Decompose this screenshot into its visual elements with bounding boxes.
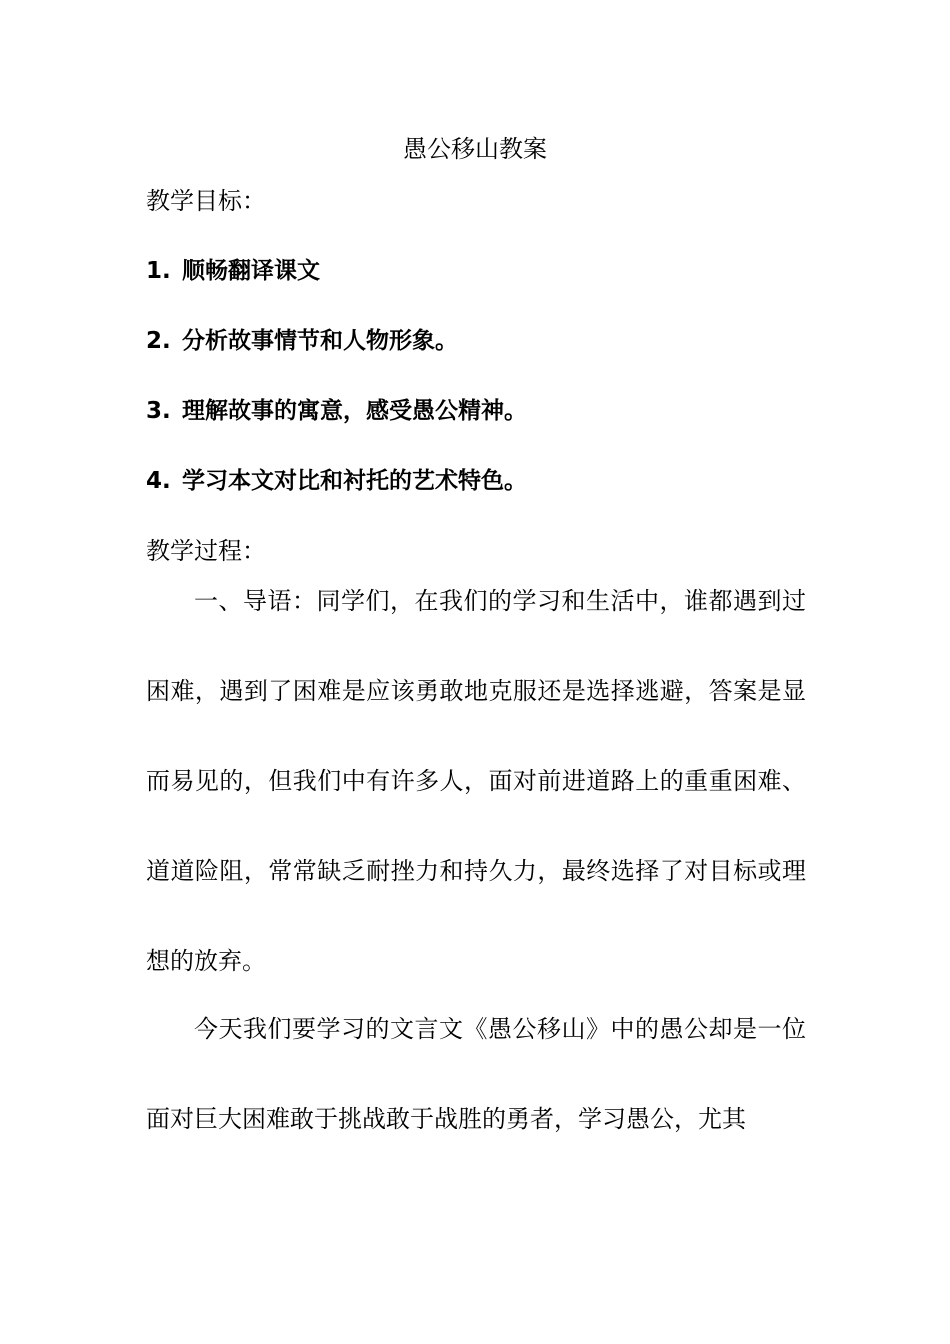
objective-text: 分析故事情节和人物形象。 <box>182 328 458 354</box>
objective-item <box>146 466 527 496</box>
objective-item <box>146 256 320 286</box>
objective-number: 3. <box>146 398 171 424</box>
body-paragraph: 今天我们要学习的文言文《愚公移山》中的愚公却是一位面对巨大困难敢于挑战敢于战胜的勇者，学习愚公，尤其 <box>146 1015 806 1133</box>
objective-number: 2. <box>146 328 171 354</box>
objectives-heading: 教学目标： <box>146 187 266 215</box>
document-title: 愚公移山教案 <box>403 135 547 163</box>
body-paragraph: 一、导语：同学们，在我们的学习和生活中，谁都遇到过困难，遇到了困难是应该勇敢地克服还是选择逃避，答案是显而易见的，但我们中有许多人，面对前进道路上的重重困难、道道险阻，常常缺乏耐挫力和持久力，最终选择了对目标或理想的放弃。 <box>146 587 806 975</box>
objective-text: 理解故事的寓意，感受愚公精神。 <box>182 398 527 424</box>
objective-number: 4. <box>146 468 171 494</box>
objective-item <box>146 396 527 426</box>
process-heading: 教学过程： <box>146 537 266 565</box>
objective-number: 1. <box>146 258 171 284</box>
objective-text: 顺畅翻译课文 <box>182 258 320 284</box>
objective-text: 学习本文对比和衬托的艺术特色。 <box>182 468 527 494</box>
objective-item <box>146 326 458 356</box>
